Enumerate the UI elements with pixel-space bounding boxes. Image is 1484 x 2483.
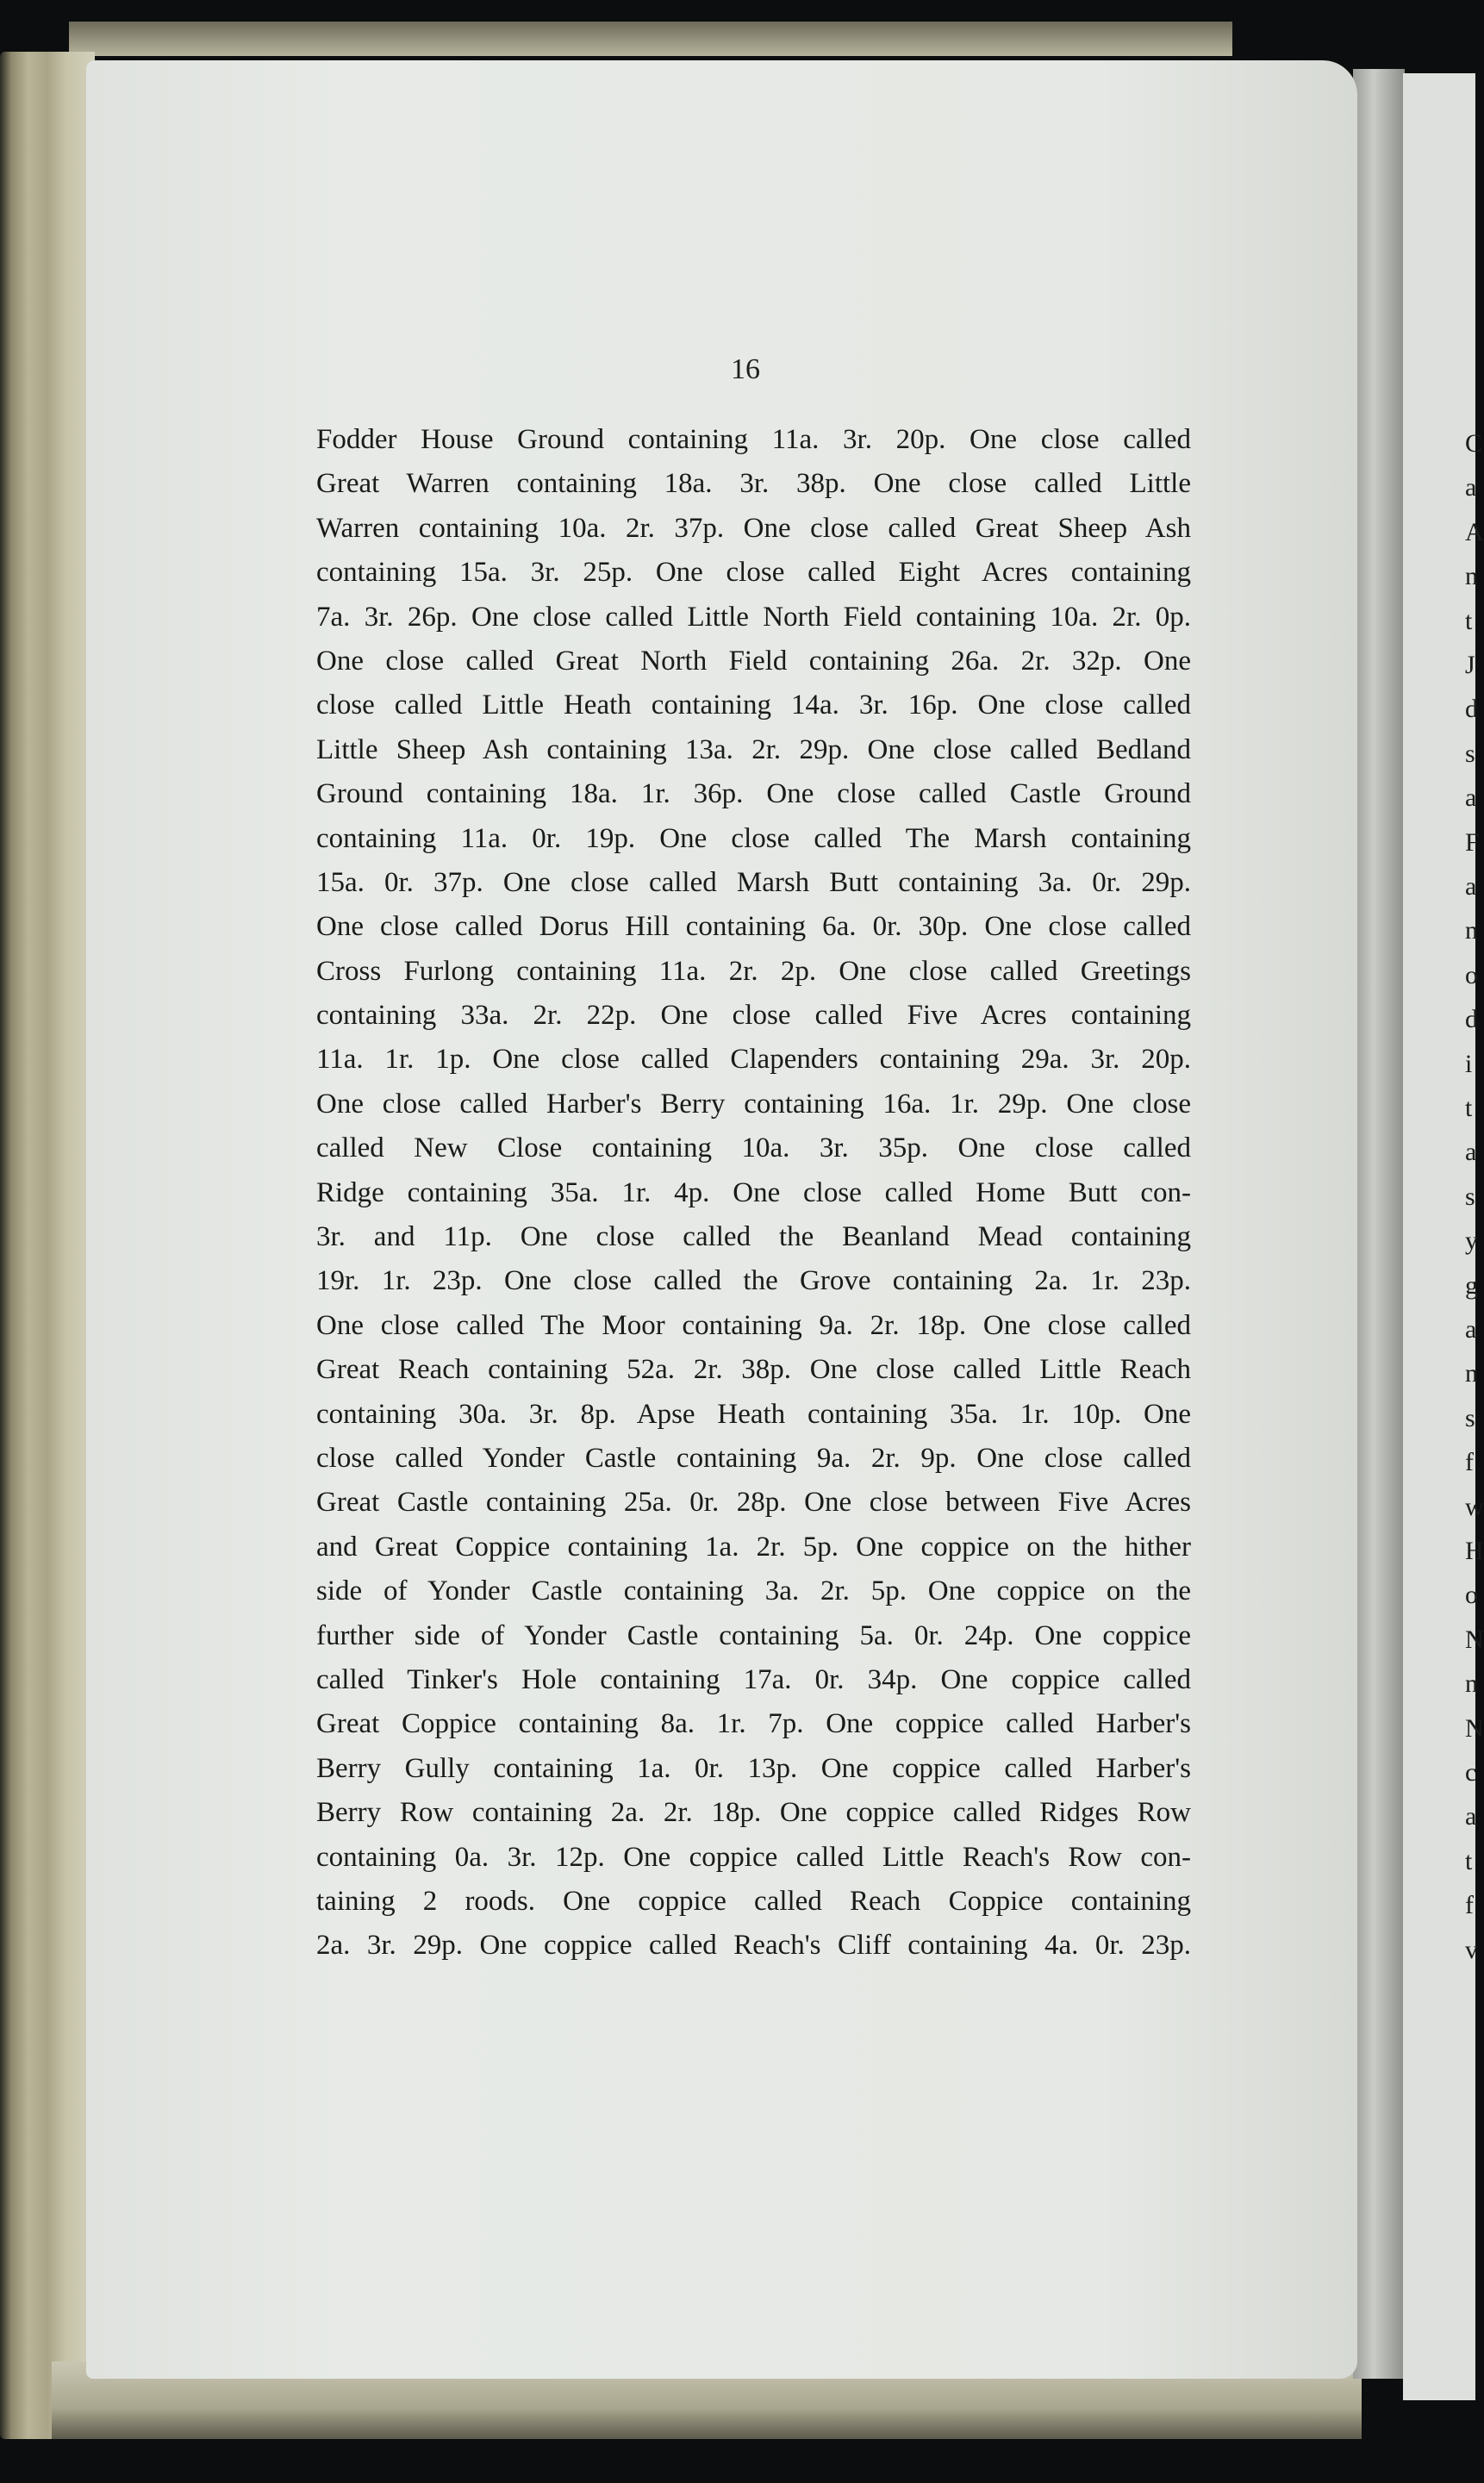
facing-page-letter: i — [1465, 1049, 1473, 1078]
facing-page-letter: s — [1465, 1182, 1475, 1211]
text-line: containing 30a. 3r. 8p. Apse Heath containing 35a. 1r. 10p. One — [316, 1398, 1191, 1430]
facing-page-letter: o — [1465, 960, 1478, 989]
facing-page-letter: n — [1465, 1669, 1478, 1699]
page-number: 16 — [731, 353, 760, 385]
book-top-edge — [69, 22, 1232, 56]
facing-page-letter: a — [1465, 1138, 1477, 1167]
facing-page-letter: a — [1465, 1315, 1477, 1344]
facing-page-letter: d — [1465, 1005, 1478, 1034]
facing-page-letter: c — [1465, 1758, 1477, 1787]
facing-page-letter: n — [1465, 916, 1478, 945]
text-line: Great Warren containing 18a. 3r. 38p. One close called Little — [316, 468, 1191, 500]
text-line: called New Close containing 10a. 3r. 35p. One close called — [316, 1132, 1191, 1164]
text-line: Warren containing 10a. 2r. 37p. One close called Great Sheep Ash — [316, 512, 1191, 544]
facing-page-letter: s — [1465, 1403, 1475, 1432]
text-line: Great Castle containing 25a. 0r. 28p. One close between Five Acres — [316, 1487, 1191, 1519]
book-gutter — [1353, 69, 1405, 2379]
text-line: close called Yonder Castle containing 9a. 2r. 9p. One close called — [316, 1442, 1191, 1474]
text-line: One close called Dorus Hill containing 6a. 0r. 30p. One close called — [316, 911, 1191, 943]
text-line: close called Little Heath containing 14a. 3r. 16p. One close called — [316, 689, 1191, 721]
facing-page-letter: f — [1465, 1448, 1474, 1477]
text-line: Cross Furlong containing 11a. 2r. 2p. One close called Greetings — [316, 955, 1191, 987]
text-line: 15a. 0r. 37p. One close called Marsh Butt containing 3a. 0r. 29p. — [316, 866, 1191, 898]
text-line: 3r. and 11p. One close called the Beanland Mead containing — [316, 1221, 1191, 1253]
facing-page-letter: t — [1465, 606, 1473, 635]
facing-page-letter: o — [1465, 1581, 1478, 1610]
text-line: side of Yonder Castle containing 3a. 2r. 5p. One coppice on the — [316, 1575, 1191, 1607]
facing-page-letter: J — [1465, 651, 1475, 679]
facing-page-letter: a — [1465, 872, 1477, 901]
facing-page-letter: N — [1465, 1625, 1484, 1654]
facing-page-letter: a — [1465, 783, 1477, 813]
text-line: containing 33a. 2r. 22p. One close called Five Acres containing — [316, 1000, 1191, 1032]
facing-page-letter: v — [1465, 1935, 1478, 1964]
text-line: Great Reach containing 52a. 2r. 38p. One close called Little Reach — [316, 1354, 1191, 1386]
text-line: 11a. 1r. 1p. One close called Clapenders containing 29a. 3r. 20p. — [316, 1044, 1191, 1076]
facing-page-letter: F — [1465, 827, 1480, 857]
text-line: 2a. 3r. 29p. One coppice called Reach's Cliff containing 4a. 0r. 23p. — [316, 1930, 1191, 1962]
text-line: 7a. 3r. 26p. One close called Little North Field containing 10a. 2r. 0p. — [316, 601, 1191, 633]
text-line: called Tinker's Hole containing 17a. 0r. 34p. One coppice called — [316, 1663, 1191, 1695]
text-line: containing 15a. 3r. 25p. One close called Eight Acres containing — [316, 557, 1191, 589]
text-line: and Great Coppice containing 1a. 2r. 5p. One coppice on the hither — [316, 1531, 1191, 1563]
text-line: 19r. 1r. 23p. One close called the Grove containing 2a. 1r. 23p. — [316, 1265, 1191, 1297]
text-line: Berry Row containing 2a. 2r. 18p. One coppice called Ridges Row — [316, 1797, 1191, 1829]
text-line: Little Sheep Ash containing 13a. 2r. 29p. One close called Bedland — [316, 733, 1191, 765]
text-line: Ridge containing 35a. 1r. 4p. One close called Home Butt con- — [316, 1176, 1191, 1208]
text-line: containing 0a. 3r. 12p. One coppice called Little Reach's Row con- — [316, 1841, 1191, 1873]
facing-page-letter: f — [1465, 1891, 1474, 1920]
text-line: One close called Great North Field containing 26a. 2r. 32p. One — [316, 645, 1191, 677]
text-line: taining 2 roods. One coppice called Reach Coppice containing — [316, 1885, 1191, 1917]
text-line: Berry Gully containing 1a. 0r. 13p. One coppice called Harber's — [316, 1752, 1191, 1784]
facing-page-letter: d — [1465, 695, 1478, 724]
text-line: One close called The Moor containing 9a. 2r. 18p. One close called — [316, 1309, 1191, 1341]
facing-page-letter: t — [1465, 1094, 1473, 1122]
body-text — [316, 418, 1191, 1968]
text-line: One close called Harber's Berry containing 16a. 1r. 29p. One close — [316, 1088, 1191, 1120]
page-stack-edge — [0, 52, 95, 2439]
text-line: Fodder House Ground containing 11a. 3r. 20p. One close called — [316, 424, 1191, 455]
facing-page-letter: H — [1465, 1537, 1484, 1565]
facing-page-letter: N — [1465, 1713, 1484, 1743]
text-line: Great Coppice containing 8a. 1r. 7p. One coppice called Harber's — [316, 1708, 1191, 1740]
facing-page-letter: t — [1465, 1846, 1473, 1875]
facing-page-letter: a — [1465, 1802, 1477, 1831]
text-line: Ground containing 18a. 1r. 36p. One close called Castle Ground — [316, 778, 1191, 810]
text-line: containing 11a. 0r. 19p. One close called The Marsh containing — [316, 822, 1191, 854]
text-line: further side of Yonder Castle containing 5a. 0r. 24p. One coppice — [316, 1619, 1191, 1651]
facing-page-letter: n — [1465, 562, 1478, 591]
facing-page-letter: a — [1465, 473, 1477, 502]
facing-page-letter: A — [1465, 517, 1484, 546]
facing-page-letter: w — [1465, 1492, 1484, 1521]
facing-page-letter: y — [1465, 1226, 1478, 1256]
facing-page-letter: n — [1465, 1359, 1478, 1388]
facing-page-letter: s — [1465, 739, 1475, 768]
facing-page-letter: C — [1465, 429, 1483, 458]
facing-page-letter: g — [1465, 1270, 1478, 1300]
